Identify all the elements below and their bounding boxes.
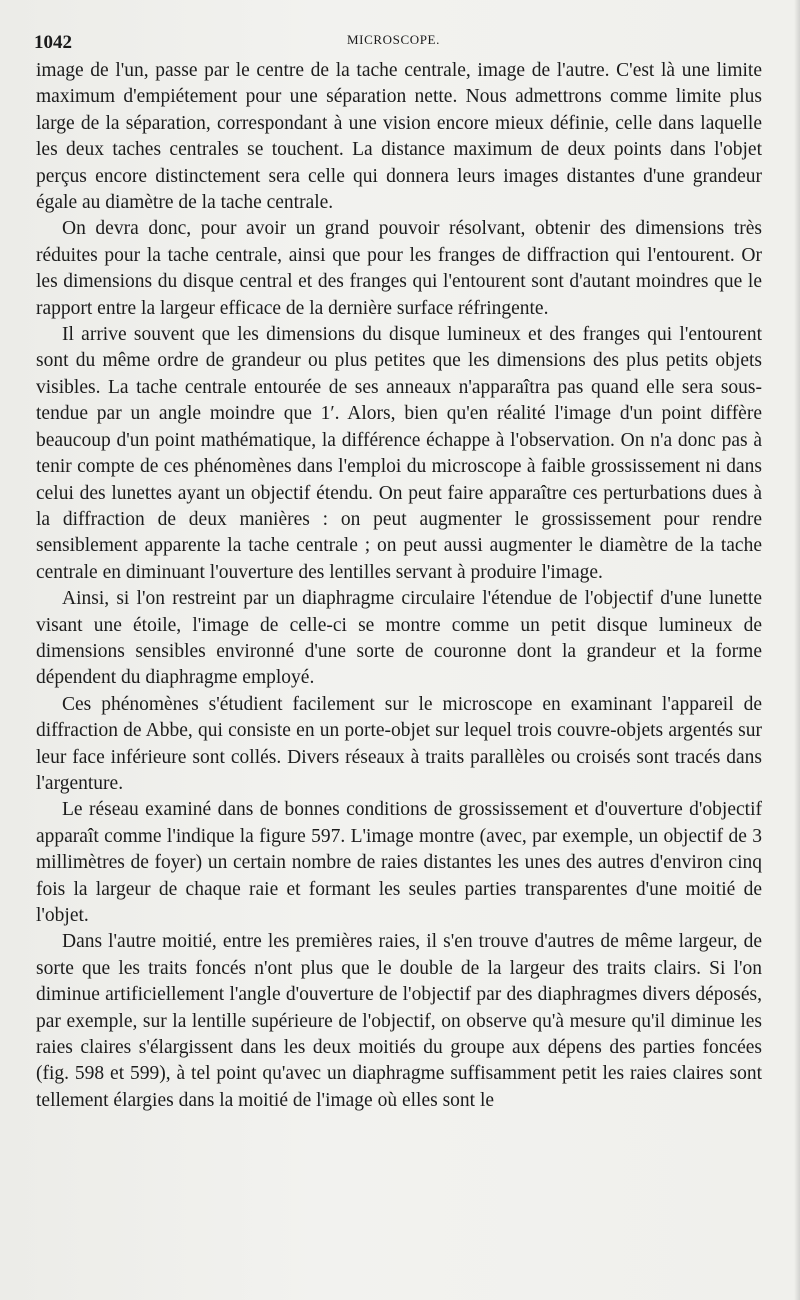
- page-number: 1042: [34, 32, 72, 53]
- paragraph: Ces phénomènes s'étudient facilement sur le microscope en examinant l'appareil de diffraction de Abbe, qui consiste en un porte-objet sur lequel trois couvre-objets argentés sur leur face inférieure sont collés. Divers réseaux à traits parallèles ou croisés sont tracés dans l'argenture.: [36, 693, 762, 794]
- paragraph: Le réseau examiné dans de bonnes conditions de grossissement et d'ouverture d'objectif apparaît comme l'indique la figure 597. L'image montre (avec, par exemple, un objectif de 3 millimètres de foyer) un certain nombre de raies distantes les unes des autres d'environ cinq fois la largeur de chaque raie et formant les seules parties transparentes d'une moitié de l'objet.: [36, 799, 762, 926]
- paragraph: On devra donc, pour avoir un grand pouvoir résolvant, obtenir des dimensions très réduites pour la tache centrale, ainsi que pour les franges de diffraction qui l'entourent. Or les dimensions du disque central et des franges qui l'entourent sont d'autant moindres que le rapport entre la largeur efficace de la dernière surface réfringente.: [36, 218, 762, 319]
- paragraph: Ainsi, si l'on restreint par un diaphragme circulaire l'étendue de l'objectif d'une lunette visant une étoile, l'image de celle-ci se montre comme un petit disque lumineux de dimensions sensibles environné d'une sorte de couronne dont la grandeur et la forme dépendent du diaphragme employé.: [36, 588, 762, 689]
- paragraph: image de l'un, passe par le centre de la tache centrale, image de l'autre. C'est là une limite maximum d'empiétement pour une séparation nette. Nous admettrons comme limite plus large de la séparation, correspondant à une vision encore mieux définie, celle dans laquelle les deux taches centrales se touchent. La distance maximum de deux points dans l'objet perçus encore distinctement sera celle qui donnera leurs images distantes d'une grandeur égale au diamètre de la tache centrale.: [36, 60, 762, 214]
- paragraph: Dans l'autre moitié, entre les premières raies, il s'en trouve d'autres de même largeur, de sorte que les traits foncés n'ont plus que le double de la largeur des traits clairs. Si l'on diminue artificiellement l'angle d'ouverture de l'objectif par des diaphragmes divers déposés, par exemple, sur la lentille supérieure de l'objectif, on observe qu'à mesure qu'il diminue les raies claires s'élargissent dans les deux moitiés du groupe aux dépens des parties foncées (fig. 598 et 599), à tel point qu'avec un diaphragme suffisamment petit les raies claires sont tellement élargies dans la moitié de l'image où elles sont le: [36, 931, 762, 1111]
- body-text: [36, 58, 762, 1114]
- page-edge-shadow: [794, 0, 800, 1300]
- page-header: [34, 24, 764, 54]
- running-head: MICROSCOPE.: [347, 32, 440, 47]
- paragraph: Il arrive souvent que les dimensions du disque lumineux et des franges qui l'entourent sont du même ordre de grandeur ou plus petites que les dimensions des plus petits objets visibles. La tache centrale entourée de ses anneaux n'apparaîtra pas quand elle sera sous-tendue par un angle moindre que 1′. Alors, bien qu'en réalité l'image d'un point diffère beaucoup d'un point mathématique, la différence échappe à l'observation. On n'a donc pas à tenir compte de ces phénomènes dans l'emploi du microscope à faible grossissement ni dans celui des lunettes ayant un objectif étendu. On peut faire apparaître ces perturbations dues à la diffraction de deux manières : on peut augmenter le grossissement pour rendre sensiblement apparente la tache centrale ; on peut aussi augmenter le diamètre de la tache centrale en diminuant l'ouverture des lentilles servant à produire l'image.: [36, 324, 762, 583]
